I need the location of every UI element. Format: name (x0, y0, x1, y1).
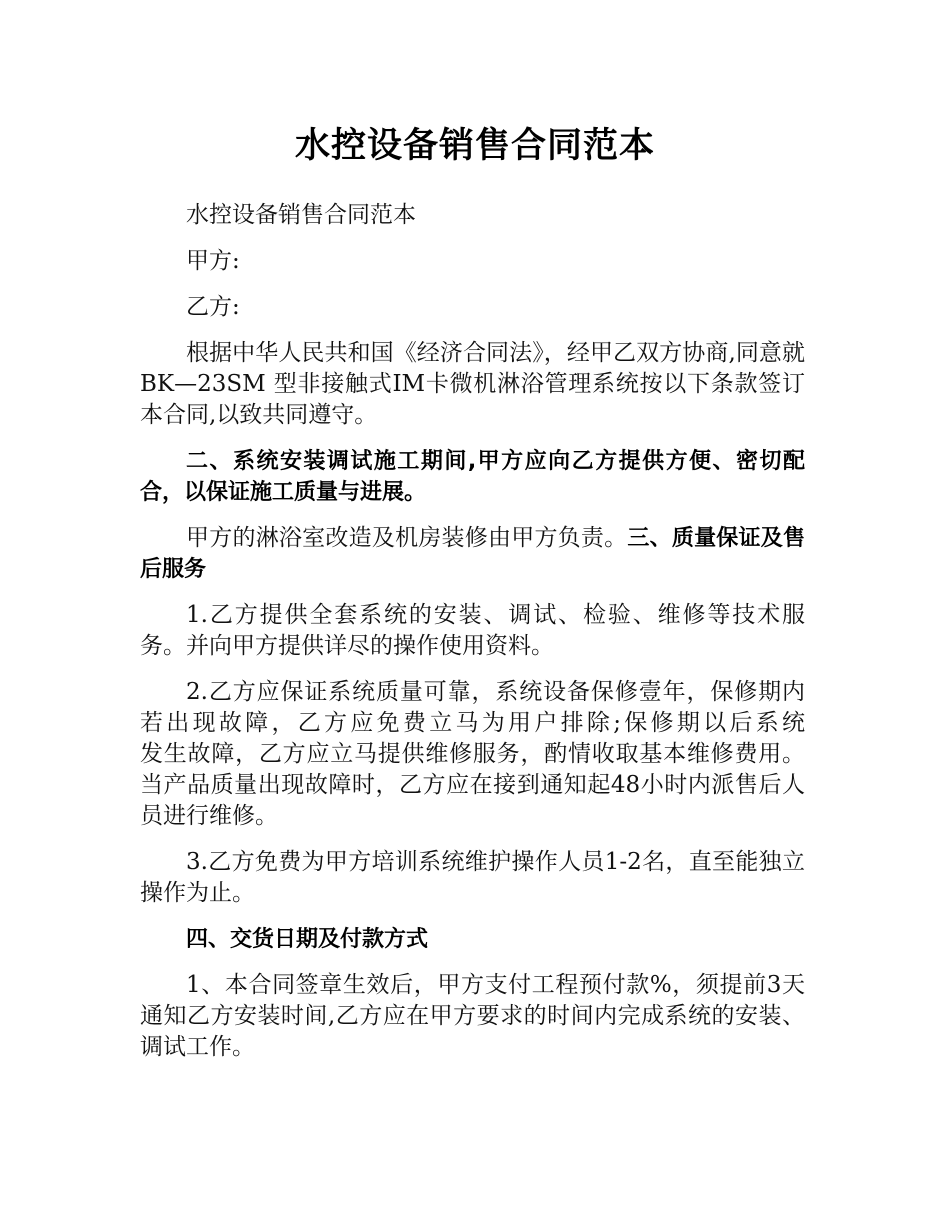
paragraph-renovation (140, 523, 805, 585)
paragraph-clause-4-1: 1、本合同签章生效后，甲方支付工程预付款%，须提前3天通知乙方安装时间,乙方应在甲方要求的时间内完成系统的安装、调试工作。 (140, 972, 805, 1060)
paragraph-subtitle: 水控设备销售合同范本 (186, 202, 416, 228)
document-title: 水控设备销售合同范本 (294, 126, 655, 166)
paragraph-clause-3-2-part-c: 当产品质量出现故障时，乙方应在接到通知起48小时内派售后人员进行维修。 (140, 772, 805, 829)
paragraph-renovation-text: 甲方的淋浴室改造及机房装修由甲方负责。 (186, 525, 628, 551)
paragraph-preamble: 根据中华人民共和国《经济合同法》，经甲乙双方协商,同意就BK—23SM 型非接触式IM卡微机淋浴管理系统按以下条款签订本合同,以致共同遵守。 (140, 340, 805, 428)
paragraph-clause-3-3: 3.乙方免费为甲方培训系统维护操作人员1-2名，直至能独立操作为止。 (140, 849, 805, 906)
paragraph-clause-3-2 (140, 677, 805, 832)
section-heading-3: 三、质量保证及售后服务 (140, 526, 805, 582)
paragraph-clause-3-2-part-a: 2.乙方应保证系统质量可靠，系统设备保修壹年，保修期内若出现故障，乙方应免费立马为用户排除;保修期以后系统 (140, 679, 805, 736)
document-body (140, 200, 805, 1078)
paragraph-clause-3-1: 1.乙方提供全套系统的安装、调试、检验、维修等技术服务。并向甲方提供详尽的操作使用资料。 (140, 602, 805, 659)
paragraph-party-b: 乙方: (186, 294, 240, 320)
section-heading-2: 二、系统安装调试施工期间,甲方应向乙方提供方便、密切配合，以保证施工质量与进展。 (140, 449, 805, 505)
paragraph-clause-3-2-part-b: 发生故障，乙方应立马提供维修服务，酌情收取基本维修费用。 (140, 741, 805, 767)
section-heading-4: 四、交货日期及付款方式 (186, 927, 429, 952)
paragraph-party-a: 甲方: (186, 248, 240, 274)
